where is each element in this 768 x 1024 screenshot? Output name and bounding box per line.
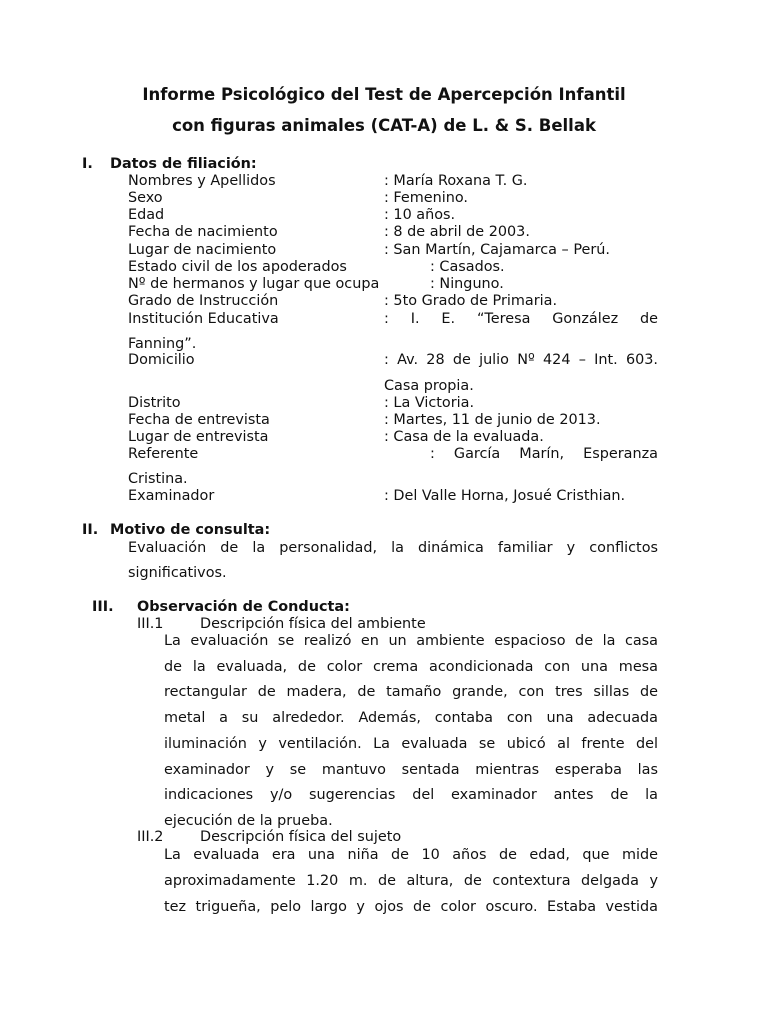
subsection-3-1-number: III.1 [137, 616, 164, 632]
section-2-text-line: Evaluación de la personalidad, la dinámica familiar y conflictos [128, 540, 658, 556]
field-label-nombres: Nombres y Apellidos [128, 173, 276, 189]
field-value-edad: : 10 años. [384, 207, 456, 223]
section-2-heading: Motivo de consulta: [110, 522, 271, 538]
field-label-fecha-entrevista: Fecha de entrevista [128, 412, 270, 428]
field-value-referente-continuation: Cristina. [128, 471, 188, 487]
field-value-hermanos: : Ninguno. [430, 276, 504, 292]
field-value-domicilio: : Av. 28 de julio Nº 424 – Int. 603. [384, 352, 658, 368]
subsection-3-1-text-line: de la evaluada, de color crema acondicionada con una mesa [164, 659, 658, 675]
field-label-fecha-nacimiento: Fecha de nacimiento [128, 224, 278, 240]
section-2-text-line: significativos. [128, 565, 227, 581]
subsection-3-1-text-line: ejecución de la prueba. [164, 813, 333, 829]
subsection-3-2-text-line: La evaluada era una niña de 10 años de edad, que mide [164, 847, 658, 863]
field-label-hermanos: Nº de hermanos y lugar que ocupa [128, 276, 380, 292]
field-label-lugar-entrevista: Lugar de entrevista [128, 429, 269, 445]
subsection-3-2-number: III.2 [137, 829, 164, 845]
field-value-nombres: : María Roxana T. G. [384, 173, 528, 189]
section-1-number: I. [82, 156, 93, 172]
field-value-distrito: : La Victoria. [384, 395, 475, 411]
subsection-3-2-text-line: tez trigueña, pelo largo y ojos de color oscuro. Estaba vestida [164, 899, 658, 915]
field-value-sexo: : Femenino. [384, 190, 469, 206]
field-value-lugar-entrevista: : Casa de la evaluada. [384, 429, 544, 445]
subsection-3-1-text-line: examinador y se mantuvo sentada mientras esperaba las [164, 762, 658, 778]
field-label-sexo: Sexo [128, 190, 163, 206]
field-value-referente: : García Marín, Esperanza [430, 446, 658, 462]
field-value-lugar-nacimiento: : San Martín, Cajamarca – Perú. [384, 242, 610, 258]
field-label-domicilio: Domicilio [128, 352, 195, 368]
section-3-heading: Observación de Conducta: [137, 599, 350, 615]
field-label-referente: Referente [128, 446, 199, 462]
field-label-estado-civil: Estado civil de los apoderados [128, 259, 347, 275]
field-label-examinador: Examinador [128, 488, 215, 504]
subsection-3-1-text-line: La evaluación se realizó en un ambiente espacioso de la casa [164, 633, 658, 649]
section-3-number: III. [92, 599, 114, 615]
document-title-line-2: con figuras animales (CAT-A) de L. & S. Bellak [172, 116, 596, 135]
subsection-3-1-text-line: indicaciones y/o sugerencias del examinador antes de la [164, 787, 658, 803]
field-value-institucion: : I. E. “Teresa González de [384, 311, 658, 327]
field-value-examinador: : Del Valle Horna, Josué Cristhian. [384, 488, 626, 504]
subsection-3-1-text-line: iluminación y ventilación. La evaluada se ubicó al frente del [164, 736, 658, 752]
field-value-fecha-entrevista: : Martes, 11 de junio de 2013. [384, 412, 601, 428]
field-label-edad: Edad [128, 207, 165, 223]
field-label-distrito: Distrito [128, 395, 181, 411]
subsection-3-1-text-line: metal a su alrededor. Además, contaba con una adecuada [164, 710, 658, 726]
field-value-fecha-nacimiento: : 8 de abril de 2003. [384, 224, 530, 240]
subsection-3-1-title: Descripción física del ambiente [200, 616, 426, 632]
section-1-heading: Datos de filiación: [110, 156, 257, 172]
field-label-grado: Grado de Instrucción [128, 293, 279, 309]
field-label-institucion: Institución Educativa [128, 311, 279, 327]
field-value-institucion-continuation: Fanning”. [128, 336, 197, 352]
section-2-number: II. [82, 522, 99, 538]
document-title-line-1: Informe Psicológico del Test de Apercepción Infantil [142, 85, 626, 104]
field-value-grado: : 5to Grado de Primaria. [384, 293, 558, 309]
field-value-domicilio-continuation: Casa propia. [384, 378, 474, 394]
subsection-3-2-title: Descripción física del sujeto [200, 829, 402, 845]
field-label-lugar-nacimiento: Lugar de nacimiento [128, 242, 277, 258]
subsection-3-2-text-line: aproximadamente 1.20 m. de altura, de contextura delgada y [164, 873, 658, 889]
field-value-estado-civil: : Casados. [430, 259, 505, 275]
subsection-3-1-text-line: rectangular de madera, de tamaño grande, con tres sillas de [164, 684, 658, 700]
